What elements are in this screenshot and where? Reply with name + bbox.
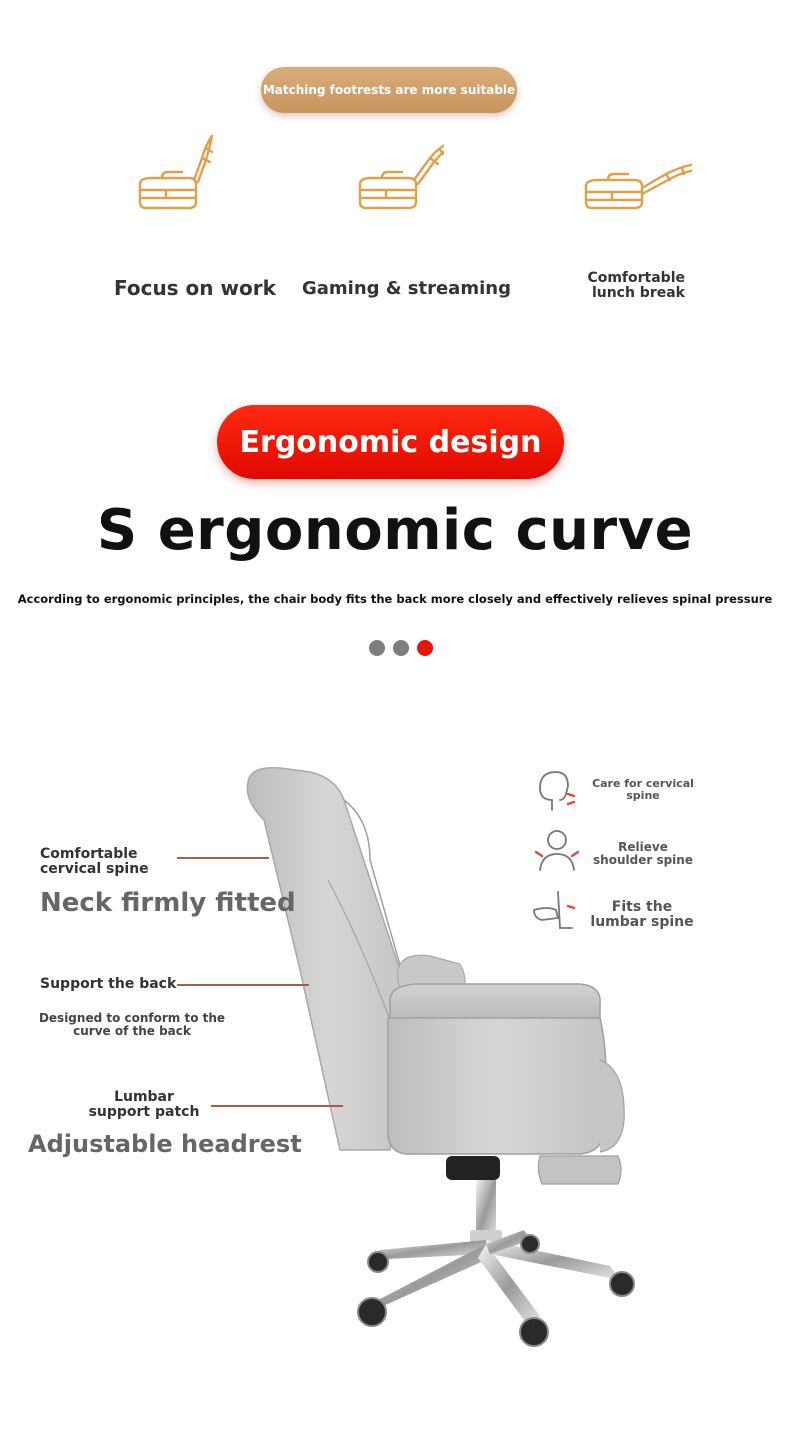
chair-flat-icon — [582, 128, 672, 218]
section-subline: According to ergonomic principles, the chair body fits the back more closely and effectively relieves spinal pressure — [17, 592, 773, 606]
benefit-shoulder: Relieve shoulder spine — [593, 840, 693, 867]
callout-neck: Neck firmly fitted — [40, 888, 296, 918]
benefit-lumbar: Fits the lumbar spine — [590, 899, 694, 930]
carousel-dot-active[interactable] — [417, 640, 433, 656]
ergonomic-badge: Ergonomic design — [217, 405, 564, 479]
chair-reclined-icon — [354, 128, 444, 218]
callout-curve: Designed to conform to the curve of the back — [38, 1011, 226, 1038]
callout-support: Support the back — [40, 976, 177, 992]
callout-line — [177, 984, 309, 986]
shoulders-icon — [532, 826, 582, 876]
head-neck-icon — [530, 764, 580, 814]
footrest-badge: Matching footrests are more suitable — [261, 67, 517, 113]
section-headline: S ergonomic curve — [96, 498, 694, 563]
seated-lumbar-icon — [528, 888, 578, 938]
callout-line — [177, 857, 269, 859]
callout-lumbar: Lumbar support patch — [88, 1089, 200, 1120]
chair-upright-icon — [132, 128, 222, 218]
carousel-dots — [369, 640, 433, 656]
mode-label-lunch: Comfortable lunch break — [587, 270, 685, 301]
mode-label-work: Focus on work — [114, 276, 276, 300]
callout-headrest: Adjustable headrest — [28, 1130, 302, 1158]
mode-label-gaming: Gaming & streaming — [302, 278, 511, 299]
benefit-cervical: Care for cervical spine — [592, 777, 694, 802]
callout-cervical: Comfortable cervical spine — [40, 846, 149, 877]
callout-line — [211, 1105, 343, 1107]
carousel-dot[interactable] — [393, 640, 409, 656]
carousel-dot[interactable] — [369, 640, 385, 656]
